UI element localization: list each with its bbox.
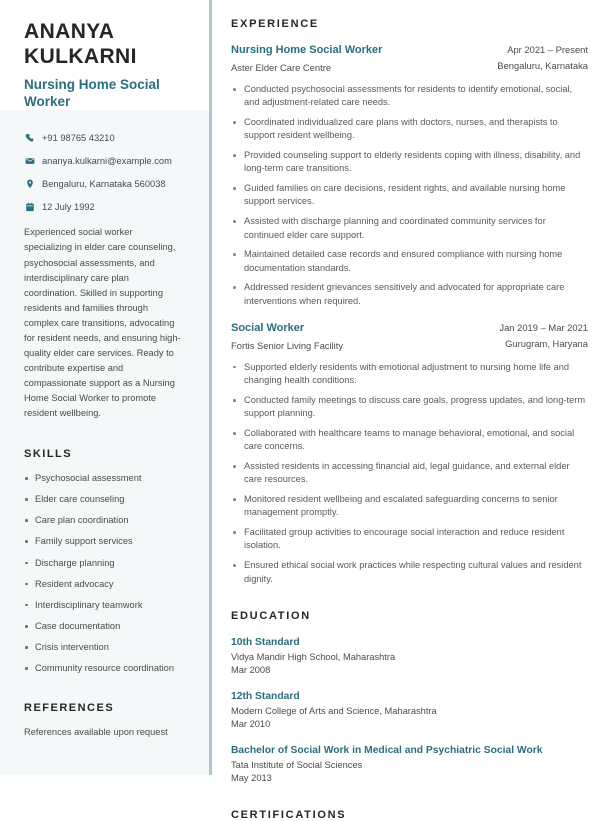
references-heading: REFERENCES <box>24 701 115 714</box>
education-school: Modern College of Arts and Science, Maharashtra <box>231 705 437 716</box>
skill-item: Interdisciplinary teamwork <box>24 599 193 612</box>
job-duty-item: Conducted psychosocial assessments for residents to identify emotional, social, and adjustment-related care needs. <box>231 83 588 110</box>
contact-item-birthdate <box>24 201 193 213</box>
education-entry <box>231 690 588 731</box>
skill-item: Resident advocacy <box>24 578 193 591</box>
skill-item: Discharge planning <box>24 557 193 570</box>
main-column <box>209 0 612 821</box>
sidebar <box>0 0 209 792</box>
job-company: Aster Elder Care Centre <box>231 61 332 73</box>
skill-item: Crisis intervention <box>24 641 193 654</box>
job-location: Bengaluru, Karnataka <box>497 60 588 72</box>
professional-summary: Experienced social worker specializing in elder care counseling, psychosocial assessments, and interdisciplinary care plan coordination. Skilled in supporting residents and families through complex care transitions, advocating for resident needs, and ensuring high-quality elder care services. Ready to contribute expertise and compassionate support as a Nursing Home Social Worker to promote resident wellbeing. <box>24 227 181 418</box>
certifications-heading: CERTIFICATIONS <box>231 809 347 821</box>
job-dates: Jan 2019 – Mar 2021 <box>499 321 588 333</box>
contact-birthdate-text: 12 July 1992 <box>42 202 95 213</box>
candidate-role: Nursing Home Social Worker <box>24 77 160 110</box>
skill-item: Care plan coordination <box>24 514 193 527</box>
skill-item: Community resource coordination <box>24 662 193 675</box>
job-dates: Apr 2021 – Present <box>507 44 588 55</box>
contact-phone-text: +91 98765 43210 <box>42 133 115 144</box>
education-degree: 10th Standard <box>231 636 300 648</box>
job-duties-list <box>231 83 588 308</box>
skill-item: Case documentation <box>24 620 193 633</box>
education-school: Tata Institute of Social Sciences <box>231 760 363 771</box>
job-title: Nursing Home Social Worker <box>231 44 383 56</box>
education-entry <box>231 636 588 677</box>
contact-item-location <box>24 178 193 190</box>
job-duties-list <box>231 361 588 586</box>
job-company: Fortis Senior Living Facility <box>231 339 344 351</box>
skill-item: Elder care counseling <box>24 493 193 506</box>
job-duty-item: Coordinated individualized care plans with doctors, nurses, and therapists to support resident wellbeing. <box>231 116 588 143</box>
experience-entry-header <box>231 322 588 352</box>
contact-item-email <box>24 155 193 167</box>
contact-email-text: ananya.kulkarni@example.com <box>42 156 172 167</box>
experience-entry <box>231 44 588 308</box>
job-duty-item: Collaborated with healthcare teams to manage behavioral, emotional, and social care concerns. <box>231 427 588 454</box>
job-location: Gurugram, Haryana <box>505 338 588 350</box>
contact-list <box>24 132 193 213</box>
job-duty-item: Conducted family meetings to discuss care goals, progress updates, and long-term support planning. <box>231 394 588 421</box>
education-heading: EDUCATION <box>231 609 311 622</box>
references-text: References available upon request <box>24 726 168 737</box>
education-degree: 12th Standard <box>231 690 300 702</box>
education-entry <box>231 744 588 785</box>
job-title: Social Worker <box>231 321 305 334</box>
calendar-icon <box>24 201 35 212</box>
job-duty-item: Monitored resident wellbeing and escalated safeguarding concerns to senior management promptly. <box>231 493 588 520</box>
experience-entry-left <box>231 322 489 352</box>
education-degree: Bachelor of Social Work in Medical and Psychiatric Social Work <box>231 745 543 756</box>
job-duty-item: Assisted with discharge planning and coordinated community services for continued elder care support. <box>231 215 588 242</box>
education-date: Mar 2010 <box>231 718 271 729</box>
contact-location-text: Bengaluru, Karnataka 560038 <box>42 179 166 190</box>
education-date: May 2013 <box>231 773 272 784</box>
job-duty-item: Assisted residents in accessing financial aid, legal guidance, and external elder care resources. <box>231 460 588 487</box>
education-date: Mar 2008 <box>231 664 271 675</box>
envelope-icon <box>24 155 35 166</box>
job-duty-item: Addressed resident grievances sensitively and advocated for appropriate care interventions when required. <box>231 281 588 308</box>
skills-list <box>24 472 193 675</box>
experience-entry-right <box>499 322 588 350</box>
experience-entry-right <box>497 44 588 72</box>
experience-entry-header <box>231 44 588 74</box>
skills-heading: SKILLS <box>24 448 73 461</box>
phone-icon <box>24 132 35 143</box>
candidate-name: ANANYA KULKARNI <box>24 20 137 68</box>
skill-item: Psychosocial assessment <box>24 472 193 485</box>
contact-item-phone <box>24 132 193 144</box>
job-duty-item: Guided families on care decisions, resident rights, and available nursing home support services. <box>231 182 588 209</box>
experience-entry <box>231 322 588 586</box>
experience-heading: EXPERIENCE <box>231 18 319 30</box>
education-school: Vidya Mandir High School, Maharashtra <box>231 651 396 662</box>
job-duty-item: Facilitated group activities to encourage social interaction and reduce resident isolation. <box>231 526 588 553</box>
job-duty-item: Supported elderly residents with emotional adjustment to nursing home life and changing health conditions. <box>231 361 588 388</box>
map-pin-icon <box>24 178 35 189</box>
job-duty-item: Provided counseling support to elderly residents coping with illness, disability, and long-term care transitions. <box>231 149 588 176</box>
experience-entry-left <box>231 44 487 74</box>
skill-item: Family support services <box>24 535 193 548</box>
job-duty-item: Maintained detailed case records and ensured compliance with nursing home documentation standards. <box>231 248 588 275</box>
job-duty-item: Ensured ethical social work practices while respecting cultural values and resident dignity. <box>231 559 588 586</box>
